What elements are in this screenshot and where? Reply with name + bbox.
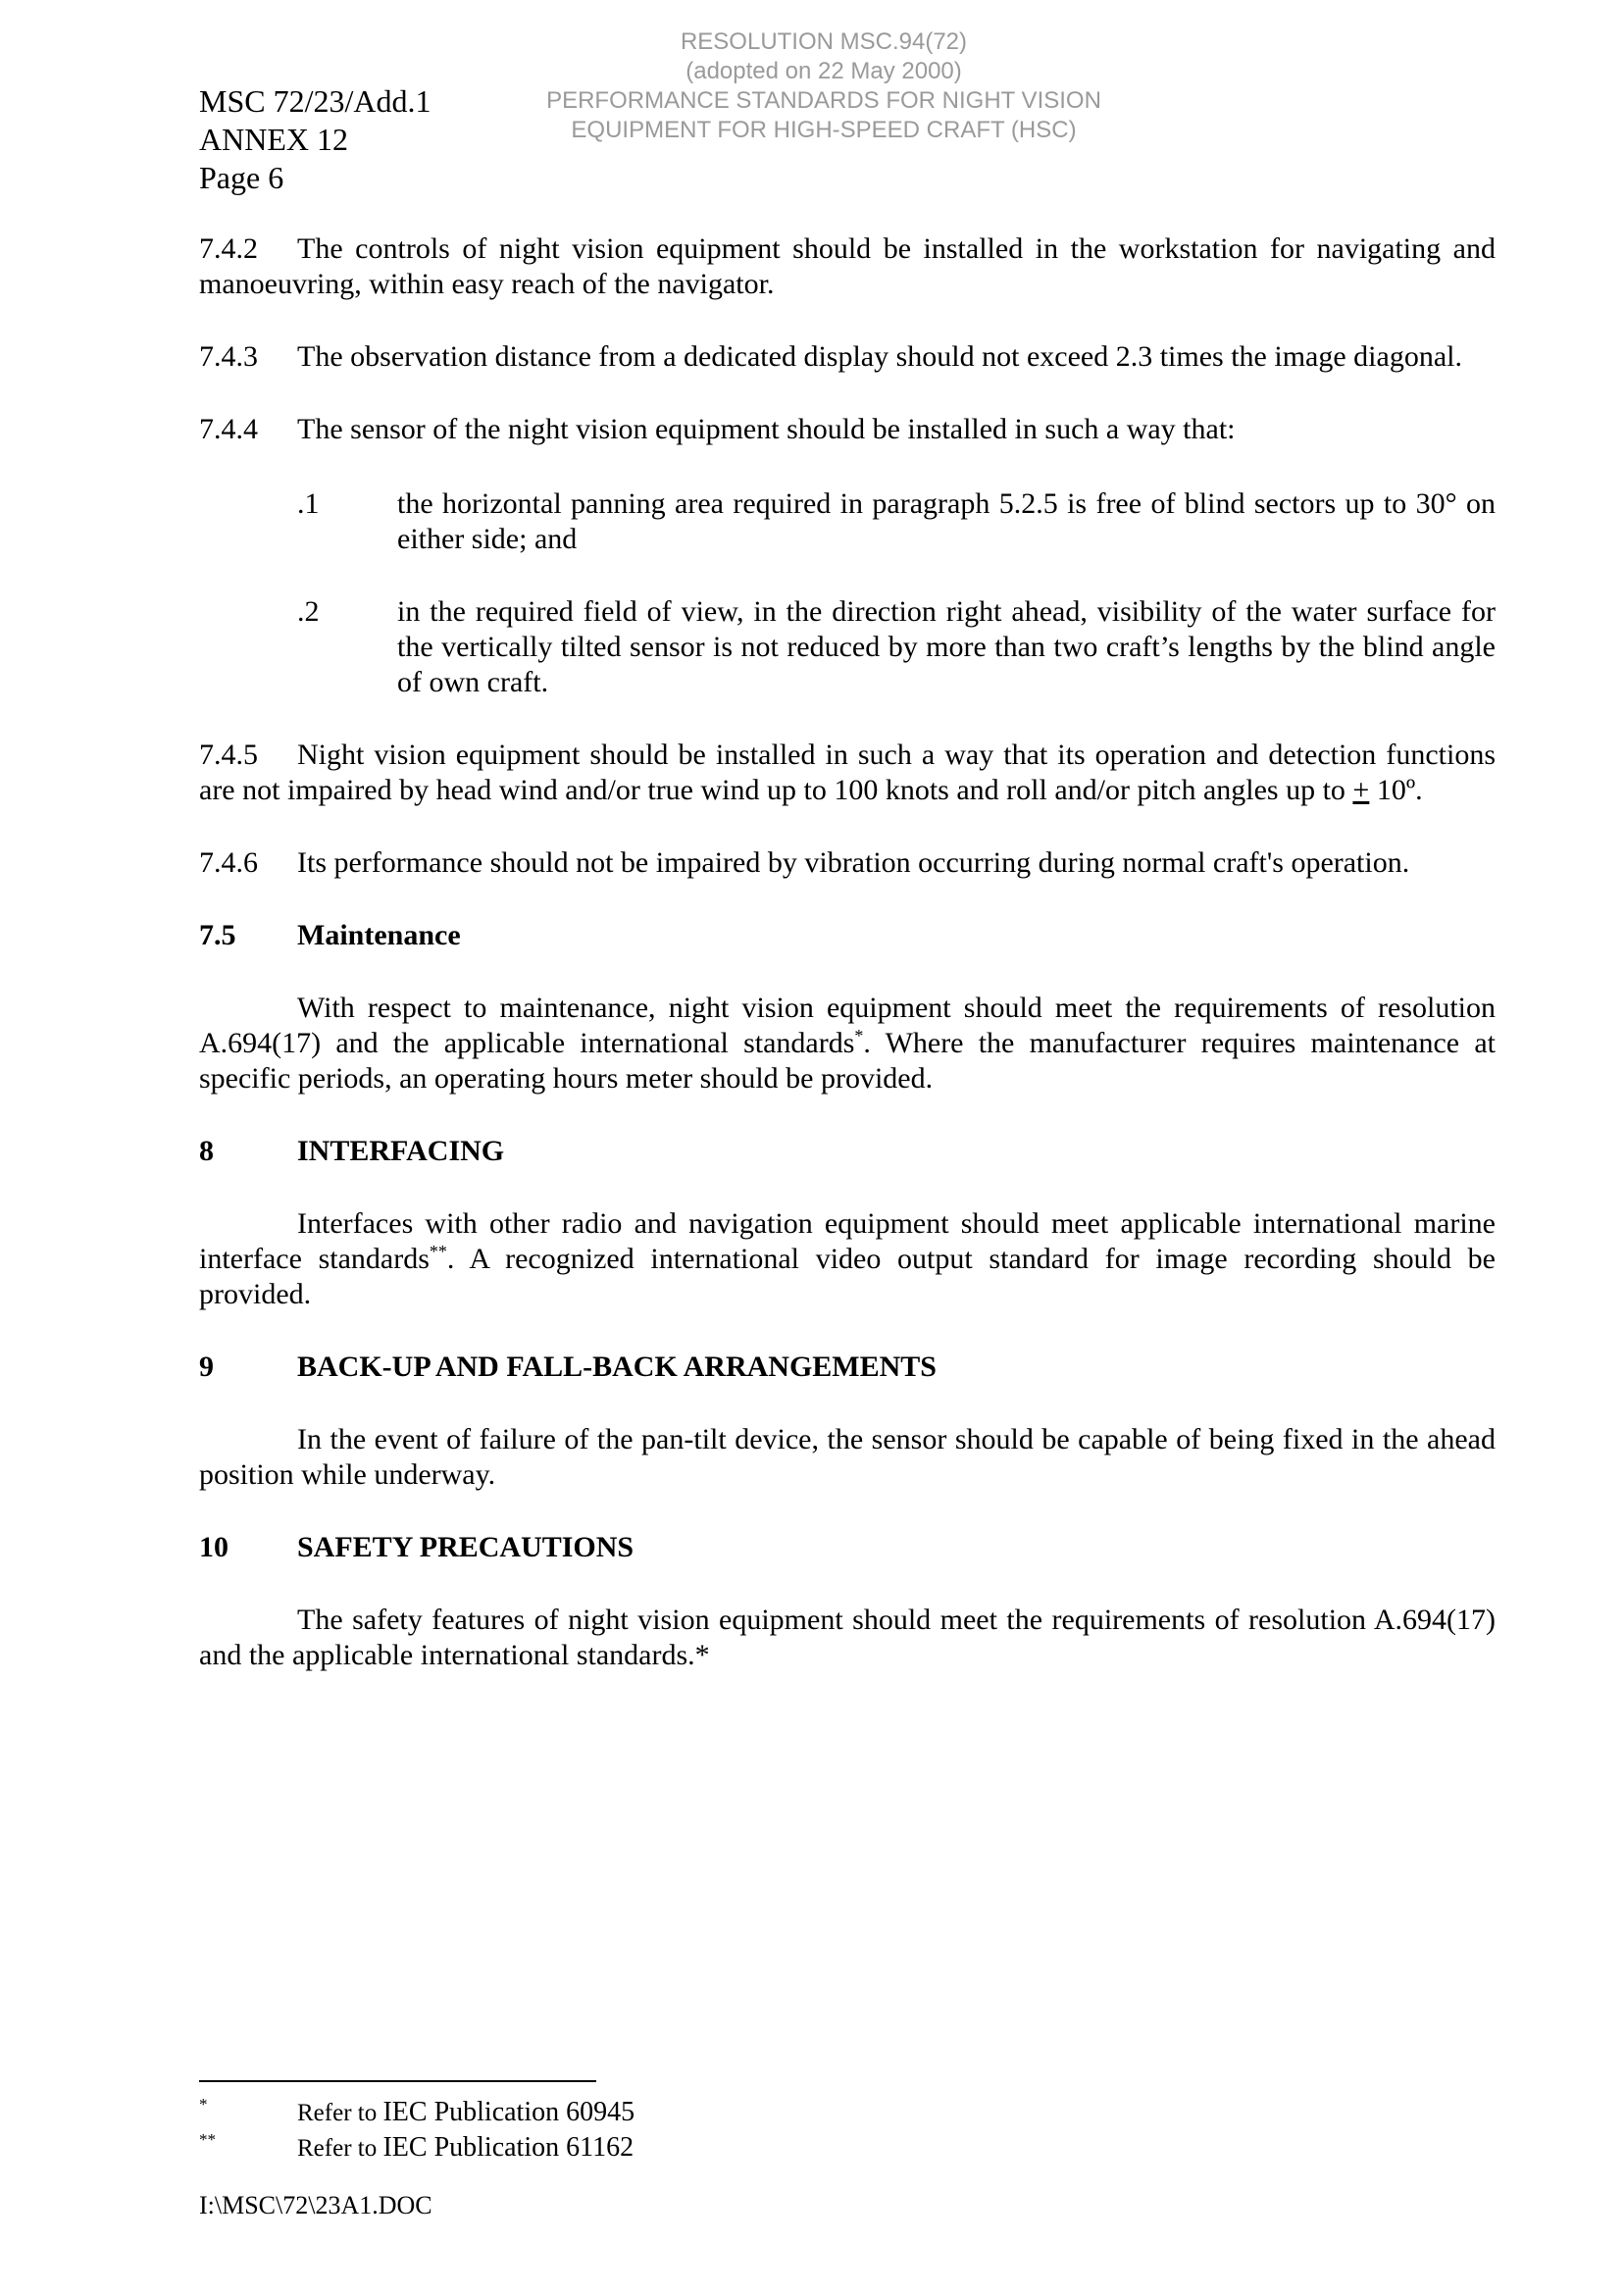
list-item-1 — [199, 486, 1496, 557]
footnote-prefix: Refer to — [297, 2135, 383, 2162]
paragraph-interfacing — [199, 1206, 1496, 1312]
footnote-text: IEC Publication 60945 — [382, 2097, 635, 2127]
heading-9 — [199, 1350, 1496, 1385]
paragraph-text: 10º. — [1369, 774, 1423, 806]
heading-title: BACK-UP AND FALL-BACK ARRANGEMENTS — [297, 1351, 937, 1383]
resolution-watermark — [471, 27, 1177, 145]
paragraph-7-4-5 — [199, 738, 1496, 808]
doc-ref: MSC 72/23/Add.1 — [199, 83, 431, 119]
paragraph-safety — [199, 1603, 1496, 1673]
footnote-prefix: Refer to — [297, 2100, 383, 2126]
paragraph-text: Interfaces with other radio and navigation equipment should meet applicable international marine interface standards — [199, 1207, 1496, 1275]
paragraph-number: 7.4.2 — [199, 232, 258, 265]
paragraph-text: The observation distance from a dedicated display should not exceed 2.3 times the image diagonal. — [297, 340, 1462, 373]
heading-number: 8 — [199, 1135, 214, 1167]
paragraph-7-4-3 — [199, 339, 1496, 375]
paragraph-backup — [199, 1422, 1496, 1493]
item-number: .1 — [297, 487, 320, 520]
file-path: I:\MSC\72\23A1.DOC — [199, 2191, 432, 2219]
footnote-mark: * — [199, 2095, 208, 2114]
paragraph-maintenance — [199, 991, 1496, 1096]
list-item-2 — [199, 594, 1496, 700]
item-number: .2 — [297, 595, 320, 628]
footnote-mark: ** — [199, 2130, 216, 2149]
paragraph-text: The controls of night vision equipment should be installed in the workstation for navigating and manoeuvring, within easy reach of the navigator. — [199, 232, 1496, 300]
paragraph-7-4-4 — [199, 412, 1496, 447]
footnote-ref: ** — [429, 1242, 447, 1261]
document-body — [199, 231, 1496, 1710]
watermark-line: RESOLUTION MSC.94(72) — [680, 28, 968, 55]
paragraph-text: Night vision equipment should be installed in such a way that its operation and detection functions are not impaired by head wind and/or true wind up to 100 knots and roll and/or pitch angles up to — [199, 739, 1496, 806]
heading-7-5 — [199, 918, 1496, 953]
annex-label: ANNEX 12 — [199, 122, 348, 157]
paragraph-number: 7.4.6 — [199, 846, 258, 879]
paragraph-number: 7.4.4 — [199, 413, 258, 445]
item-text: in the required field of view, in the direction right ahead, visibility of the water surface for the vertically tilted sensor is not reduced by more than two craft’s lengths by the blind angle of own craft. — [397, 595, 1496, 698]
heading-title: INTERFACING — [297, 1135, 505, 1167]
footnote-ref: * — [854, 1026, 864, 1045]
paragraph-text: In the event of failure of the pan-tilt device, the sensor should be capable of being fixed in the ahead position while underway. — [199, 1423, 1496, 1491]
document-reference — [199, 82, 431, 197]
paragraph-text: Its performance should not be impaired by vibration occurring during normal craft's operation. — [297, 846, 1410, 879]
paragraph-text: The sensor of the night vision equipment should be installed in such a way that: — [297, 413, 1236, 445]
heading-number: 10 — [199, 1531, 228, 1563]
footnote-text: IEC Publication 61162 — [382, 2132, 634, 2163]
heading-number: 7.5 — [199, 919, 236, 951]
paragraph-text: The safety features of night vision equipment should meet the requirements of resolution A.694(17) and the applicable international standards.* — [199, 1604, 1496, 1671]
heading-10 — [199, 1530, 1496, 1565]
item-text: the horizontal panning area required in paragraph 5.2.5 is free of blind sectors up to 30° on either side; and — [397, 487, 1496, 555]
paragraph-7-4-6 — [199, 845, 1496, 881]
paragraph-text: . Where the manufacturer requires maintenance at specific periods, an operating hours meter should be provided. — [199, 1027, 1496, 1095]
heading-title: Maintenance — [297, 919, 461, 951]
watermark-line: (adopted on 22 May 2000) — [685, 58, 962, 84]
heading-number: 9 — [199, 1351, 214, 1383]
paragraph-text: . A recognized international video output standard for image recording should be provided. — [199, 1243, 1496, 1310]
footnote-separator — [199, 2080, 596, 2082]
paragraph-number: 7.4.5 — [199, 739, 258, 771]
heading-title: SAFETY PRECAUTIONS — [297, 1531, 634, 1563]
watermark-line: EQUIPMENT FOR HIGH-SPEED CRAFT (HSC) — [571, 117, 1077, 143]
page-number: Page 6 — [199, 160, 284, 195]
paragraph-text: With respect to maintenance, night vision equipment should meet the requirements of resolution A.694(17) and the applicable international standards — [199, 992, 1496, 1059]
heading-8 — [199, 1134, 1496, 1169]
paragraph-7-4-2 — [199, 231, 1496, 302]
paragraph-number: 7.4.3 — [199, 340, 258, 373]
plus-minus-sign: + — [1352, 774, 1370, 806]
watermark-line: PERFORMANCE STANDARDS FOR NIGHT VISION — [546, 87, 1101, 114]
